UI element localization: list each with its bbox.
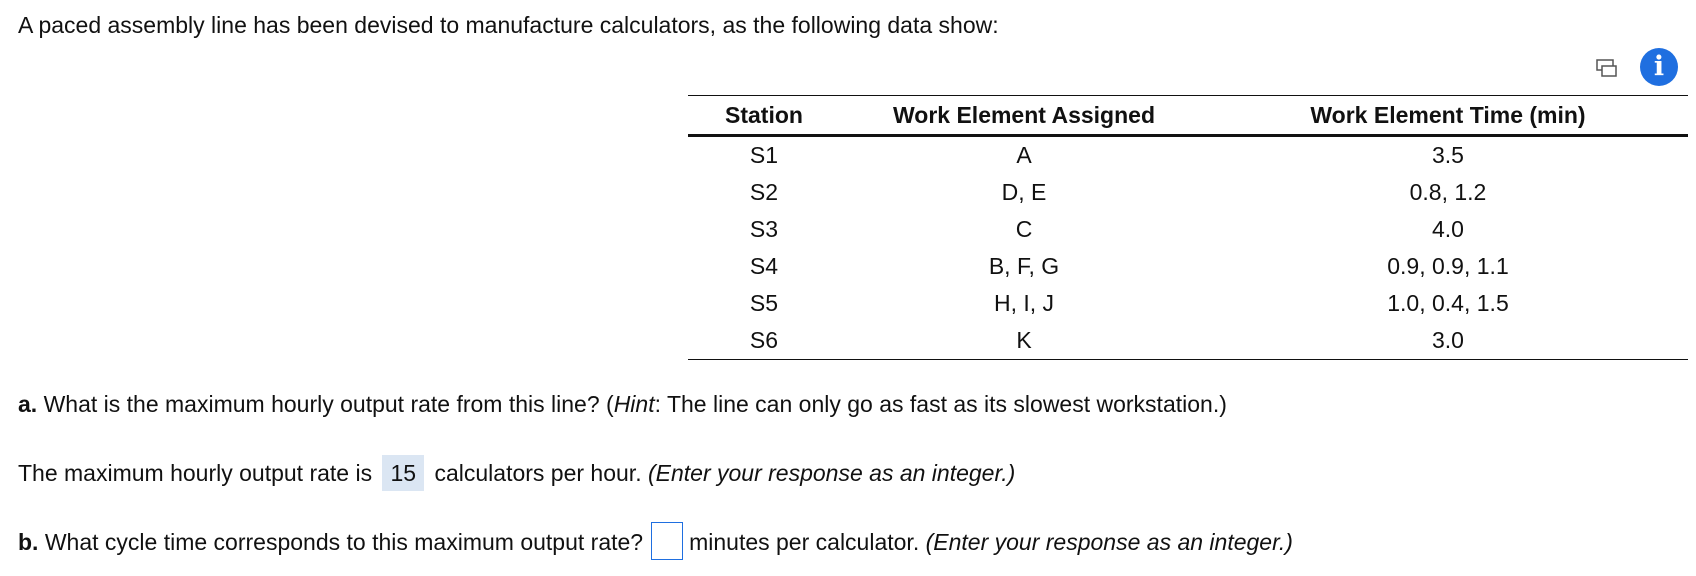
table-row xyxy=(688,248,1688,285)
cell-work-time: 4.0 xyxy=(1432,216,1464,242)
cell-work-element: B, F, G xyxy=(988,253,1060,279)
cell-station: S1 xyxy=(749,142,779,168)
copy-icon[interactable] xyxy=(1596,58,1618,78)
question-a-label: a. xyxy=(18,391,38,417)
hint-text: : The line can only go as fast as its slowest workstation.) xyxy=(654,391,1227,417)
table-row xyxy=(688,285,1688,322)
question-a-text: What is the maximum hourly output rate from this line? ( xyxy=(37,391,614,417)
answer-a-suffix: calculators per hour. xyxy=(434,460,642,486)
cell-work-time: 0.8, 1.2 xyxy=(1409,179,1487,205)
header-station: Station xyxy=(688,96,840,136)
question-a xyxy=(18,390,1227,418)
cell-station: S5 xyxy=(749,290,779,316)
cell-work-element: K xyxy=(840,322,1208,360)
table-header-row xyxy=(688,96,1688,136)
header-work-time: Work Element Time (min) xyxy=(1208,96,1688,136)
cell-work-time: 0.9, 0.9, 1.1 xyxy=(1387,253,1509,279)
problem-intro: A paced assembly line has been devised to manufacture calculators, as the following data show: xyxy=(18,12,999,38)
hint-label: Hint xyxy=(613,391,655,417)
cell-work-element: H, I, J xyxy=(993,290,1055,316)
answer-a-instruction: (Enter your response as an integer.) xyxy=(647,460,1016,486)
toolbar xyxy=(1580,48,1690,88)
answer-a-prefix: The maximum hourly output rate is xyxy=(18,460,373,486)
info-icon[interactable] xyxy=(1640,48,1678,86)
table-row xyxy=(688,211,1688,248)
station-table xyxy=(688,95,1688,360)
question-b-instruction: (Enter your response as an integer.) xyxy=(925,529,1293,556)
answer-a-value[interactable]: 15 xyxy=(382,455,424,491)
cell-work-time: 1.0, 0.4, 1.5 xyxy=(1387,290,1509,316)
question-b-text: What cycle time corresponds to this maximum output rate? xyxy=(38,529,644,556)
cell-work-element: C xyxy=(1015,216,1033,242)
cell-station: S6 xyxy=(688,322,840,360)
cell-work-time: 3.5 xyxy=(1432,142,1464,168)
cell-station: S4 xyxy=(749,253,779,279)
header-work-element: Work Element Assigned xyxy=(840,96,1208,136)
table-row xyxy=(688,174,1688,211)
question-b-suffix: minutes per calculator. xyxy=(689,529,920,556)
cell-work-time: 3.0 xyxy=(1208,322,1688,360)
question-b-label: b. xyxy=(18,529,39,556)
info-glyph: i xyxy=(1653,51,1665,82)
cycle-time-input[interactable] xyxy=(651,522,683,560)
cell-work-element: A xyxy=(1016,142,1032,168)
table-row xyxy=(688,136,1688,175)
cell-station: S2 xyxy=(749,179,779,205)
cell-station: S3 xyxy=(749,216,779,242)
cell-work-element: D, E xyxy=(1001,179,1047,205)
table-row xyxy=(688,322,1688,360)
question-b xyxy=(18,528,1293,560)
answer-a-line xyxy=(18,455,1015,491)
